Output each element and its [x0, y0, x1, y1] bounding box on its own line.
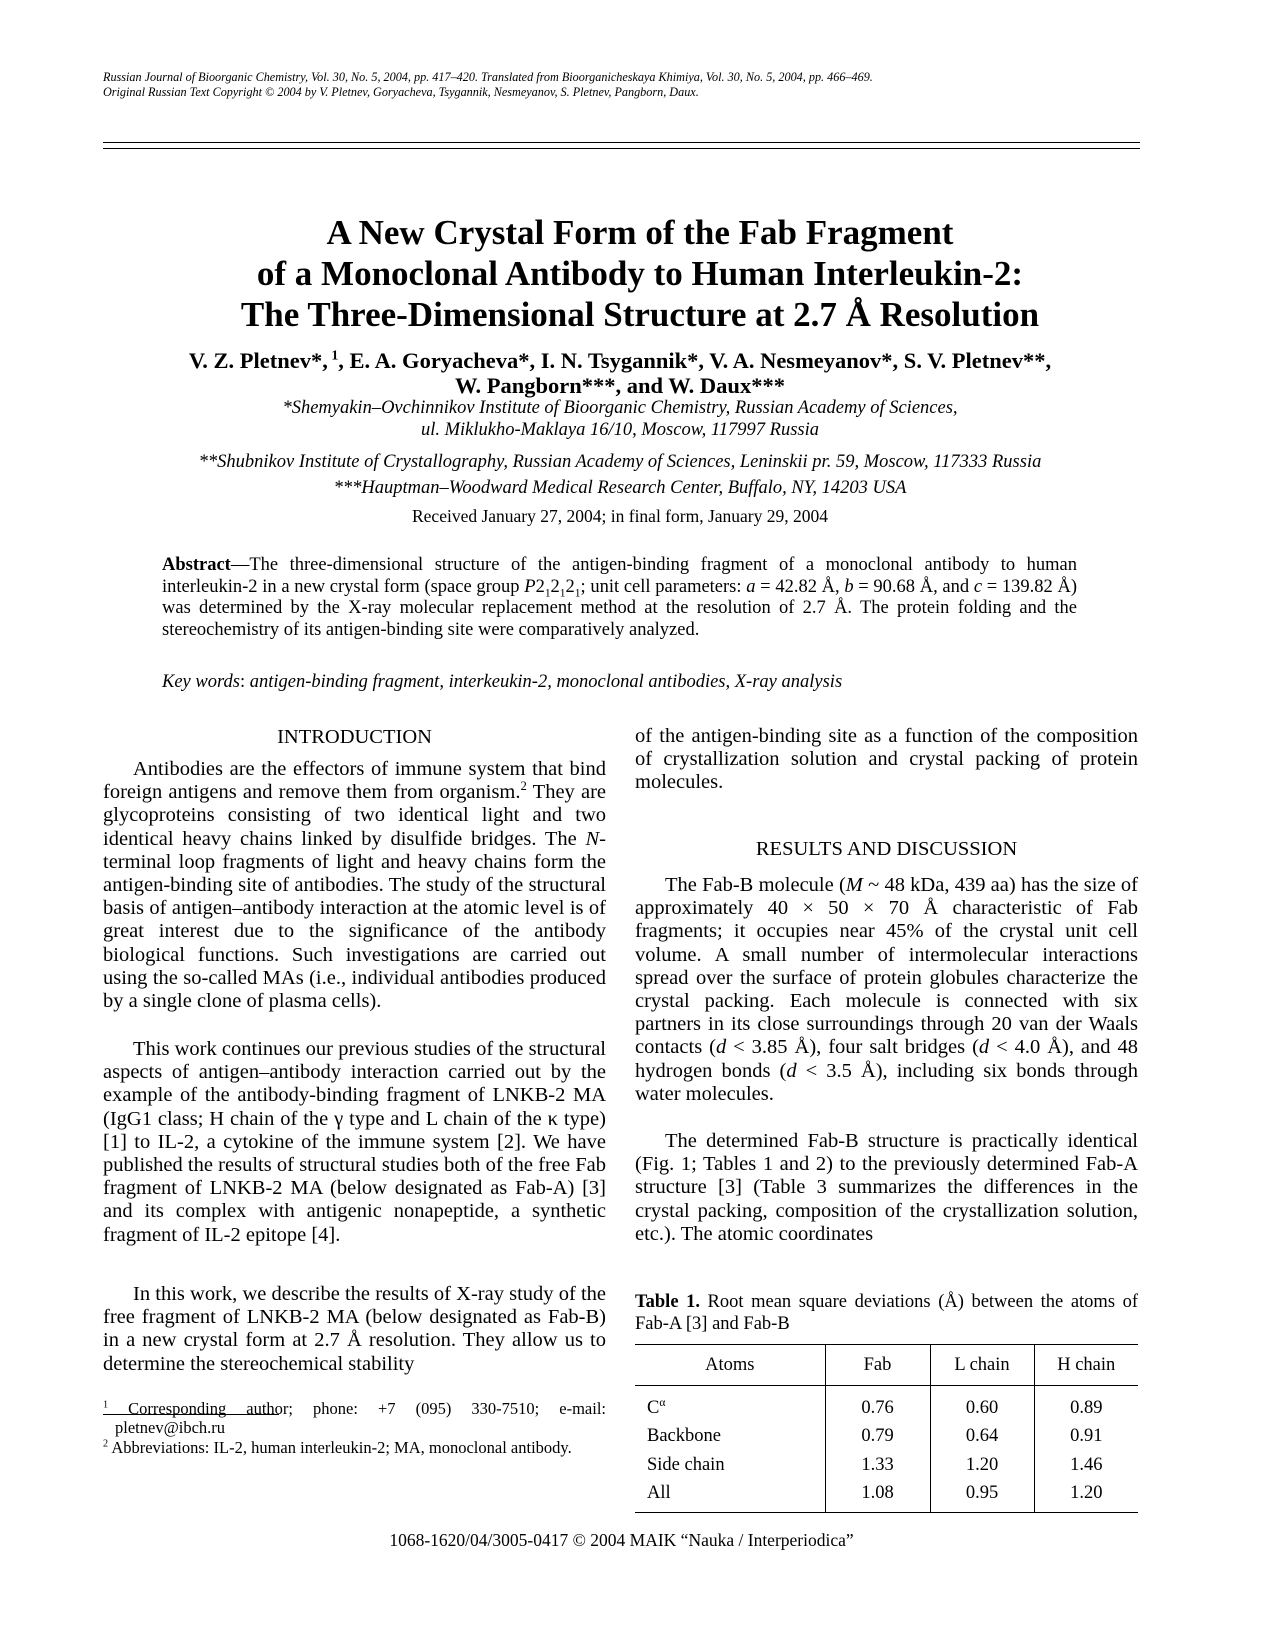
affiliation-1-line-1: *Shemyakin–Ovchinnikov Institute of Bioorganic Chemistry, Russian Academy of Sciences,: [282, 398, 958, 418]
results-paragraph-2: The determined Fab-B structure is practically identical (Fig. 1; Tables 1 and 2) to the previously determined Fab-A structure [3] (Table 3 summarizes the differences in the crystal packing, composition of the crystallization solution, etc.). The atomic coordinates: [635, 1130, 1138, 1245]
author-list: [115, 348, 1125, 398]
header-rule-bottom: [103, 148, 1140, 149]
table-cell-l-chain: 0.60: [930, 1386, 1034, 1423]
copyright-footer: 1068-1620/04/3005-0417 © 2004 MAIK “Nauka / Interperiodica”: [389, 1530, 854, 1550]
param-a: a: [746, 576, 756, 597]
table-row: [635, 1423, 1138, 1452]
intro-p1-part-a: Antibodies are the effectors of immune system that bind foreign antigens and remove them from organism.: [103, 758, 606, 804]
footnote-1: [103, 1400, 606, 1437]
space-group-2b: 2: [550, 576, 560, 597]
param-b-value: = 90.68 Å, and: [853, 576, 974, 597]
space-group-sub-1b: 1: [559, 587, 566, 600]
table-row: [635, 1480, 1138, 1513]
space-group-2c: 2: [565, 576, 575, 597]
table-row: [635, 1386, 1138, 1423]
keywords-label: Key words: [162, 672, 240, 692]
abstract-text-3: = 139.82 Å) was determined by the X-ray molecular replacement method at the resolution of 2.7 Å. The protein folding and the stereochemistry of its antigen-binding site were comparatively analyzed.: [162, 576, 1077, 640]
table-header-l-chain: L chain: [930, 1345, 1034, 1386]
table-1-caption: [635, 1291, 1138, 1335]
header-rule-top: [103, 142, 1140, 143]
results-paragraph-1: [635, 874, 1138, 1106]
table-row: [635, 1451, 1138, 1480]
keywords-sep: :: [239, 672, 250, 692]
table-cell-h-chain: 1.20: [1034, 1480, 1138, 1513]
keywords-text: antigen-binding fragment, interkeukin-2, monoclonal antibodies, X-ray analysis: [249, 672, 843, 692]
abstract: [162, 555, 1077, 641]
journal-header: [103, 70, 1143, 100]
results-p1-d2: d: [978, 1036, 990, 1059]
header-line-1: Russian Journal of Bioorganic Chemistry, Vol. 30, No. 5, 2004, pp. 417–420. Translated from Bioorganicheskaya Khimiya, Vol. 30, No. 5, 2004, pp. 466–469.: [103, 70, 873, 84]
author-others: , E. A. Goryacheva*, I. N. Tsygannik*, V. A. Nesmeyanov*, S. V. Pletnev**,: [338, 348, 1052, 373]
affiliation-1: [115, 398, 1125, 441]
affiliation-3: ***Hauptman–Woodward Medical Research Center, Buffalo, NY, 14203 USA: [333, 478, 907, 498]
table-header-atoms: Atoms: [635, 1345, 825, 1386]
table-1: [635, 1344, 1138, 1513]
abstract-text-1: —The three-dimensional structure of the antigen-binding fragment of a monoclonal antibody to human interleukin-2 in a new crystal form (space group: [162, 555, 1077, 597]
title-line-3: The Three-Dimensional Structure at 2.7 Å Resolution: [240, 295, 1040, 334]
results-p1-part-c: < 3.85 Å), four salt bridges (: [726, 1036, 979, 1059]
intro-continuation: of the antigen-binding site as a function of the composition of crystallization solution and crystal packing of protein molecules.: [635, 725, 1138, 794]
space-group-sub-1a: 1: [544, 587, 551, 600]
results-p1-part-a: The Fab-B molecule (: [665, 874, 846, 896]
table-header-row: [635, 1345, 1138, 1386]
received-date: Received January 27, 2004; in final form, January 29, 2004: [411, 506, 828, 526]
table-1-caption-text: Root mean square deviations (Å) between the atoms of Fab-A [3] and Fab-B: [635, 1292, 1138, 1334]
footnote-1-text: Corresponding author; phone: +7 (095) 330-7510; e-mail: pletnev@ibch.ru: [108, 1399, 606, 1437]
abstract-label: Abstract: [162, 555, 231, 575]
author-footnote-mark: 1: [327, 348, 339, 364]
space-group-sub-1c: 1: [574, 587, 581, 600]
table-cell-l-chain: 0.95: [930, 1480, 1034, 1513]
table-cell-atom: Side chain: [647, 1454, 725, 1475]
table-cell-fab: 0.76: [825, 1386, 930, 1423]
intro-p1-n: N: [585, 827, 600, 850]
table-cell-atom: Backbone: [647, 1426, 721, 1447]
title-line-1: A New Crystal Form of the Fab Fragment: [326, 213, 954, 252]
affiliation-2: **Shubnikov Institute of Crystallography, Russian Academy of Sciences, Leninskii pr. 59, Moscow, 117333 Russia: [198, 452, 1042, 472]
intro-p1-part-c: -terminal loop fragments of light and heavy chains form the antigen-binding site of antibodies. The study of the structural basis of antigen–antibody interaction at the atomic level is of great interest due to the significance of the antibody biological functions. Such investigations are carried out using the so-called MAs (i.e., individual antibodies produced by a single clone of plasma cells).: [103, 827, 606, 1013]
intro-paragraph-2: This work continues our previous studies of the structural aspects of antigen–antibody interaction carried out by the example of the antibody-binding fragment of LNKB-2 MA (IgG1 class; H chain of the γ type and L chain of the κ type) [1] to IL-2, a cytokine of the immune system [2]. We have published the results of structural studies both of the free Fab fragment of LNKB-2 MA (below designated as Fab-A) [3] and its complex with antigenic nonapeptide, a synthetic fragment of IL-2 epitope [4].: [103, 1038, 606, 1246]
results-p1-d1: d: [715, 1036, 727, 1059]
author-line-2: W. Pangborn***, and W. Daux***: [455, 373, 785, 398]
intro-p1-footnote-mark: 2: [520, 779, 527, 794]
table-1-label: Table 1.: [635, 1292, 700, 1312]
footnote-1-number: 1: [103, 1399, 109, 1411]
param-a-value: = 42.82 Å,: [755, 576, 845, 597]
results-p1-part-b: ~ 48 kDa, 439 aa) has the size of approximately 40 × 50 × 70 Å characteristic of Fab fragments; it occupies near 45% of the crystal unit cell volume. A small number of intermolecular interactions spread over the surface of protein globules characterize the crystal packing. Each molecule is connected with six partners in its close surroundings through 20 van der Waals contacts (: [635, 874, 1138, 1059]
results-heading: RESULTS AND DISCUSSION: [755, 838, 1018, 860]
abstract-text-2: ; unit cell parameters:: [580, 576, 747, 597]
param-c: c: [973, 576, 983, 597]
intro-paragraph-3: In this work, we describe the results of X-ray study of the free fragment of LNKB-2 MA (below designated as Fab-B) in a new crystal form at 2.7 Å resolution. They allow us to determine the stereochemical stability: [103, 1283, 606, 1375]
results-p1-part-e: < 3.5 Å), including six bonds through water molecules.: [635, 1059, 1138, 1105]
table-cell-h-chain: 1.46: [1034, 1451, 1138, 1480]
footnote-2-number: 2: [103, 1438, 109, 1450]
table-cell-h-chain: 0.89: [1034, 1386, 1138, 1423]
table-cell-fab: 1.33: [825, 1451, 930, 1480]
alpha-superscript: α: [659, 1396, 666, 1409]
table-header-fab: Fab: [825, 1345, 930, 1386]
param-b: b: [844, 576, 854, 597]
space-group-p: P: [524, 576, 536, 597]
affiliation-1-line-2: ul. Miklukho-Maklaya 16/10, Moscow, 117997 Russia: [420, 419, 820, 440]
table-cell-atom: [635, 1386, 825, 1423]
results-p1-m: M: [845, 874, 863, 896]
intro-paragraph-1: [103, 758, 606, 1013]
article-title: [140, 212, 1140, 335]
space-group-2a: 2: [535, 576, 545, 597]
table-cell-l-chain: 1.20: [930, 1451, 1034, 1480]
results-p1-part-d: < 4.0 Å), and 48 hydrogen bonds (: [635, 1036, 1138, 1082]
table-cell-fab: 0.79: [825, 1423, 930, 1452]
intro-heading: INTRODUCTION: [277, 726, 432, 748]
table-cell-l-chain: 0.64: [930, 1423, 1034, 1452]
table-header-h-chain: H chain: [1034, 1345, 1138, 1386]
intro-p1-part-b: They are glycoproteins consisting of two identical light and two identical heavy chains linked by disulfide bridges. The: [103, 781, 606, 850]
table-cell-h-chain: 0.91: [1034, 1423, 1138, 1452]
title-line-2: of a Monoclonal Antibody to Human Interleukin-2:: [256, 254, 1024, 293]
c-alpha-label: C: [647, 1397, 660, 1418]
keywords: [162, 671, 1077, 693]
footnote-2-text: Abbreviations: IL-2, human interleukin-2; MA, monoclonal antibody.: [108, 1438, 572, 1457]
footnote-2: [103, 1439, 606, 1458]
table-cell-fab: 1.08: [825, 1480, 930, 1513]
header-line-2: Original Russian Text Copyright © 2004 by V. Pletnev, Goryacheva, Tsygannik, Nesmeyanov, S. Pletnev, Pangborn, Daux.: [103, 85, 699, 99]
table-cell-atom: All: [635, 1480, 825, 1513]
author-first: V. Z. Pletnev*,: [188, 348, 328, 373]
results-p1-d3: d: [786, 1059, 797, 1082]
